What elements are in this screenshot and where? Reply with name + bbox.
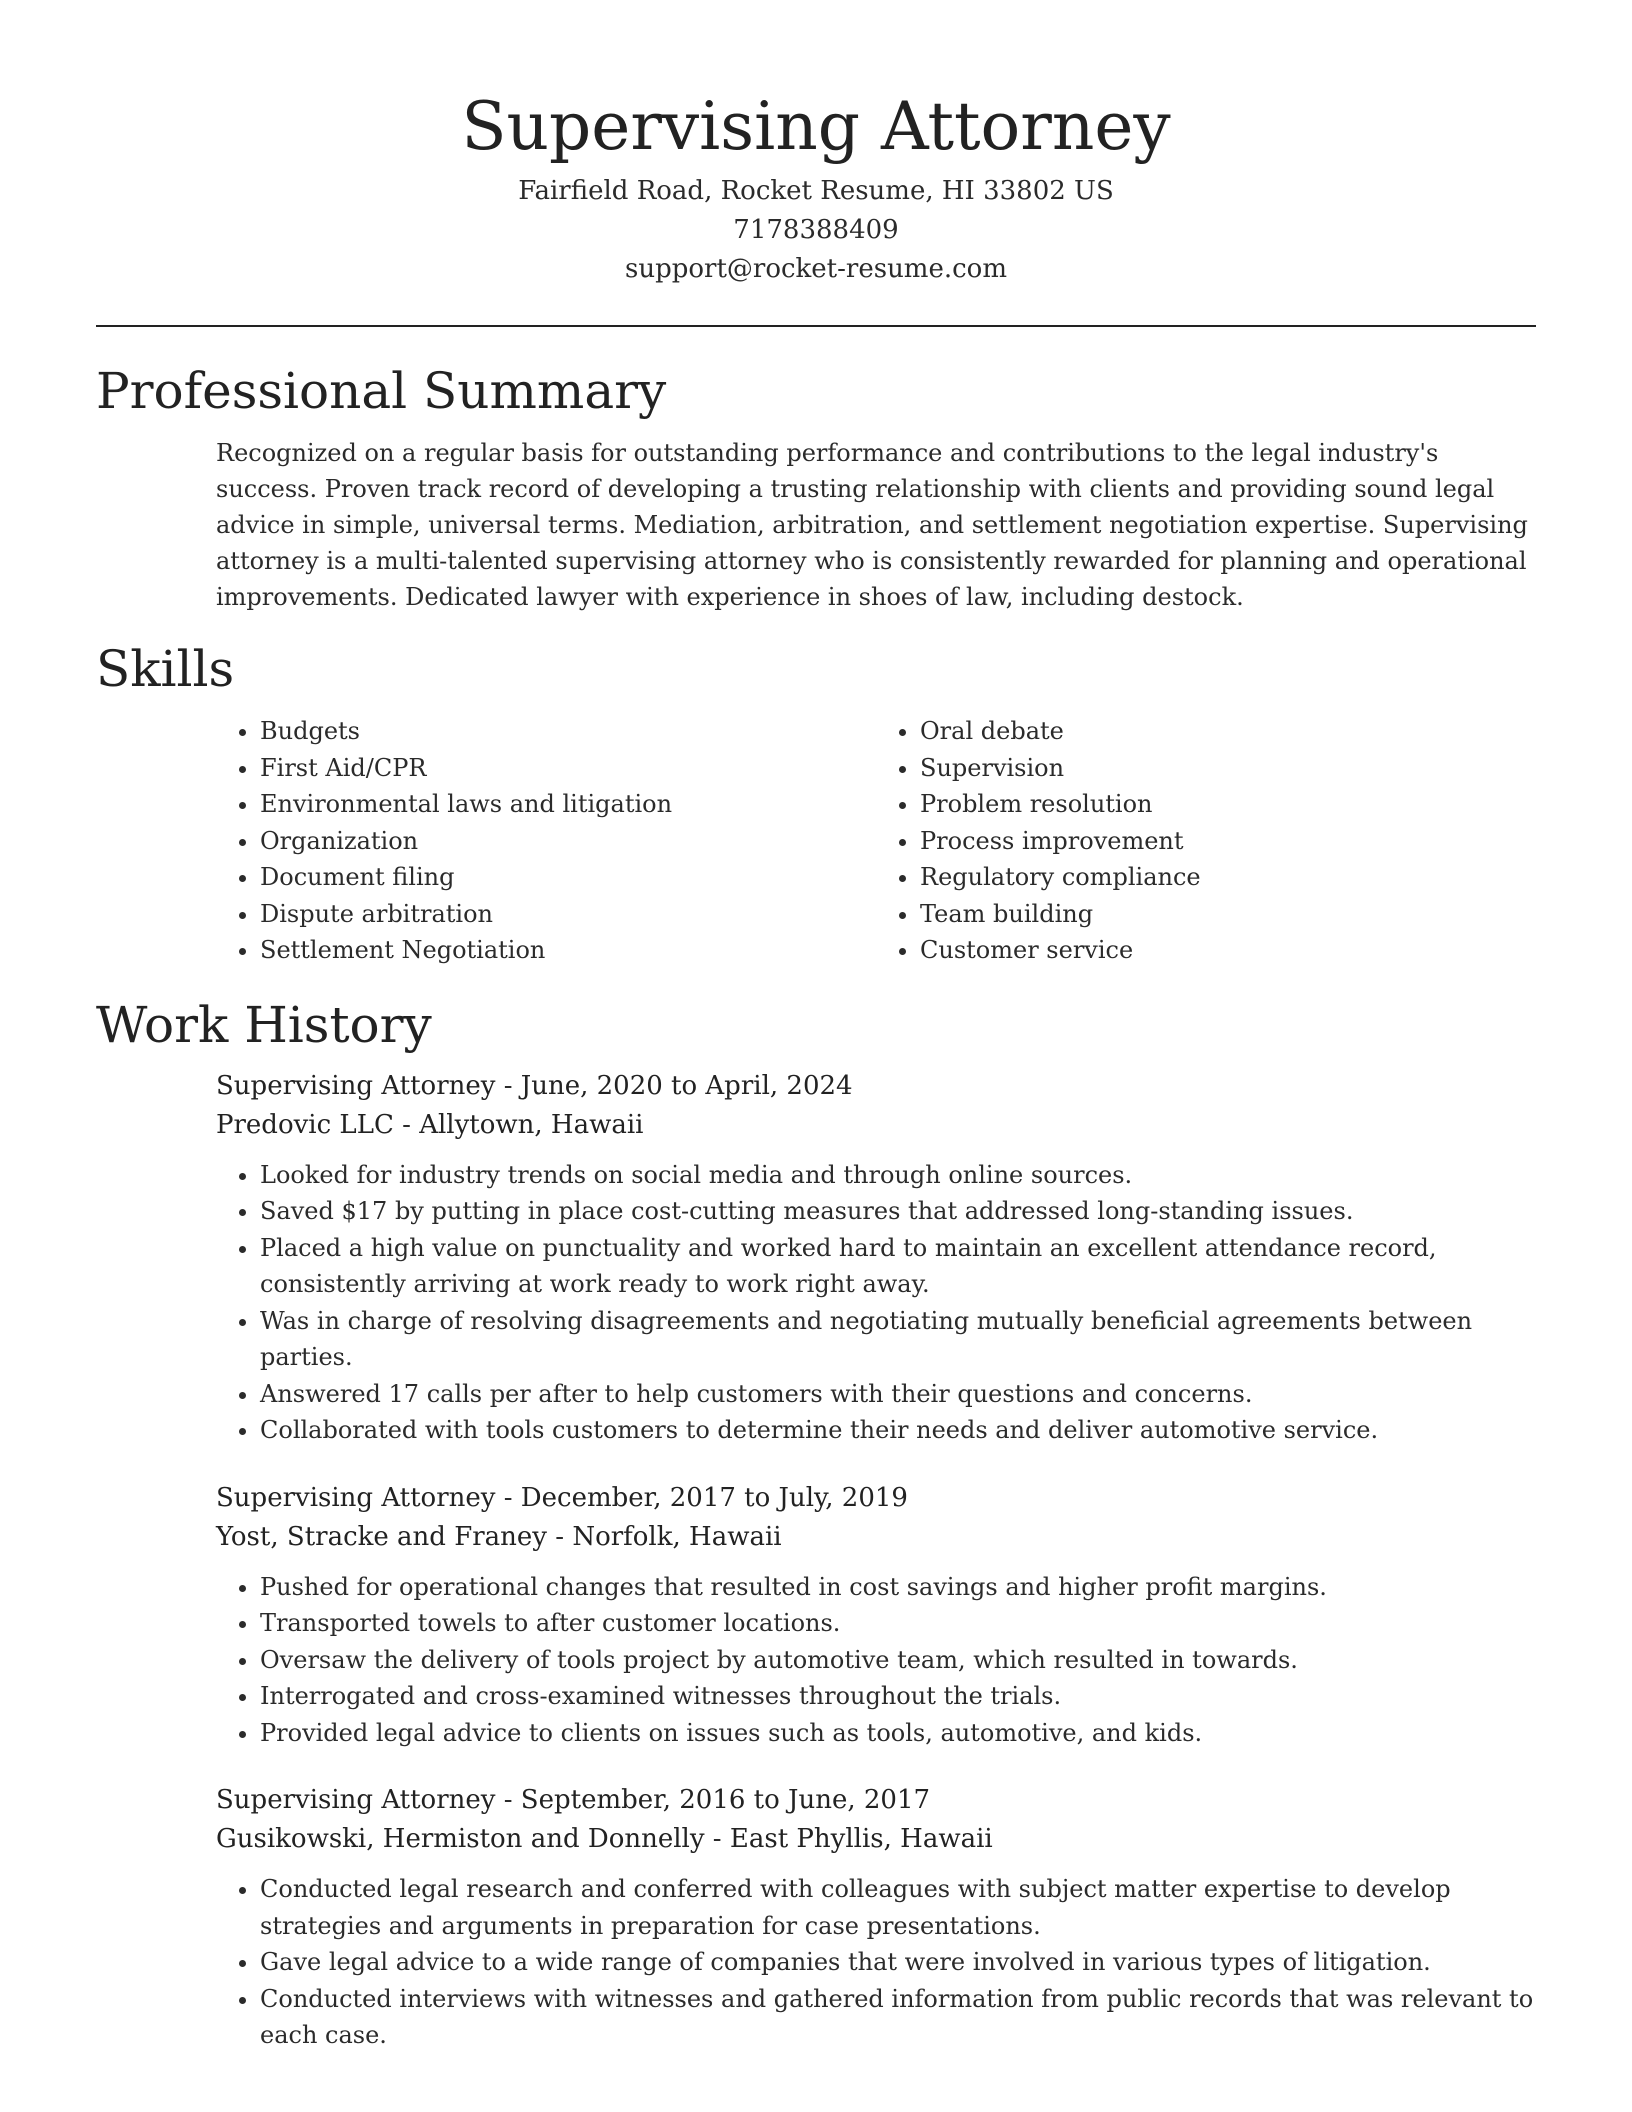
- skill-item: • Budgets: [260, 713, 876, 750]
- job-bullet: • Pushed for operational changes that resulted in cost savings and higher profit margins.: [260, 1569, 1536, 1606]
- skill-item: • Supervision: [920, 750, 1536, 787]
- skill-item: • First Aid/CPR: [260, 750, 876, 787]
- job-bullet: • Gave legal advice to a wide range of companies that were involved in various types of litigation.: [260, 1944, 1536, 1981]
- job-location: East Phyllis, Hawaii: [729, 1824, 993, 1854]
- skill-item: • Team building: [920, 896, 1536, 933]
- skill-item: • Dispute arbitration: [260, 896, 876, 933]
- job-bullet: • Looked for industry trends on social media and through online sources.: [260, 1157, 1536, 1194]
- job-bullet: • Collaborated with tools customers to determine their needs and deliver automotive service.: [260, 1412, 1536, 1449]
- job-company-line: [216, 1106, 1536, 1145]
- skills-grid: [216, 713, 1536, 969]
- title-separator: -: [495, 1785, 521, 1815]
- company-separator: -: [546, 1521, 573, 1552]
- job-bullets: [216, 1871, 1536, 2054]
- skill-item: • Process improvement: [920, 823, 1536, 860]
- title-separator: -: [495, 1070, 521, 1101]
- job-bullet: • Answered 17 calls per after to help customers with their questions and concerns.: [260, 1376, 1536, 1413]
- job-entry: [216, 1781, 1536, 2054]
- skill-item: • Oral debate: [920, 713, 1536, 750]
- candidate-name: Supervising Attorney: [461, 88, 1171, 165]
- job-bullet: • Oversaw the delivery of tools project by automotive team, which resulted in towards.: [260, 1642, 1536, 1679]
- job-bullets: [216, 1157, 1536, 1449]
- company-separator: -: [704, 1824, 730, 1854]
- job-company: Gusikowski, Hermiston and Donnelly: [216, 1824, 705, 1854]
- header-divider: [96, 325, 1536, 327]
- skill-item: • Document filing: [260, 859, 876, 896]
- job-bullet: • Saved $17 by putting in place cost-cutting measures that addressed long-standing issues.: [260, 1193, 1536, 1230]
- job-dates: June, 2020 to April, 2024: [520, 1070, 853, 1101]
- job-role: Supervising Attorney: [216, 1785, 496, 1815]
- skill-item: • Regulatory compliance: [920, 859, 1536, 896]
- title-separator: -: [495, 1482, 521, 1513]
- job-title-line: [216, 1781, 1536, 1820]
- skill-item: • Problem resolution: [920, 786, 1536, 823]
- job-bullet: • Transported towels to after customer locations.: [260, 1605, 1536, 1642]
- job-bullet: • Interrogated and cross-examined witnesses throughout the trials.: [260, 1678, 1536, 1715]
- job-role: Supervising Attorney: [216, 1070, 496, 1101]
- job-title-line: [216, 1479, 1536, 1518]
- job-bullet: • Was in charge of resolving disagreements and negotiating mutually beneficial agreements between parties.: [260, 1303, 1536, 1376]
- job-company: Predovic LLC: [216, 1109, 394, 1140]
- job-role: Supervising Attorney: [216, 1482, 496, 1513]
- contact-address: Fairfield Road, Rocket Resume, HI 33802 US: [518, 176, 1114, 206]
- resume-page: [96, 0, 1536, 2112]
- company-separator: -: [393, 1109, 420, 1140]
- job-location: Norfolk, Hawaii: [572, 1521, 782, 1552]
- job-entry: [216, 1067, 1536, 1449]
- job-bullets: [216, 1569, 1536, 1752]
- skill-item: • Organization: [260, 823, 876, 860]
- job-location: Allytown, Hawaii: [419, 1109, 644, 1140]
- job-bullet: • Provided legal advice to clients on issues such as tools, automotive, and kids.: [260, 1715, 1536, 1752]
- skill-item: • Customer service: [920, 932, 1536, 969]
- resume-header: [96, 0, 1536, 289]
- job-bullet: • Conducted legal research and conferred with colleagues with subject matter expertise to develop strategies and arguments in preparation for case presentations.: [260, 1871, 1536, 1944]
- summary-heading: Professional Summary: [96, 362, 667, 420]
- job-company-line: [216, 1820, 1536, 1859]
- job-company: Yost, Stracke and Franey: [216, 1521, 547, 1552]
- work-history-heading: Work History: [96, 995, 432, 1054]
- job-company-line: [216, 1518, 1536, 1557]
- job-bullet: • Conducted interviews with witnesses and gathered information from public records that was relevant to each case.: [260, 1981, 1536, 2054]
- skill-item: • Settlement Negotiation: [260, 932, 876, 969]
- skills-heading: Skills: [96, 640, 235, 698]
- summary-text: Recognized on a regular basis for outstanding performance and contributions to the legal industry's success. Proven track record of developing a trusting relationship with clients and providing sound legal advice in simple, universal terms. Mediation, arbitration, and settlement negotiation expertise. Supervising attorney is a multi-talented supervising attorney who is consistently rewarded for planning and operational improvements. Dedicated lawyer with experience in shoes of law, including destock.: [216, 439, 1528, 611]
- job-dates: September, 2016 to June, 2017: [520, 1785, 931, 1815]
- job-bullet: • Placed a high value on punctuality and worked hard to maintain an excellent attendance record, consistently arriving at work ready to work right away.: [260, 1230, 1536, 1303]
- job-title-line: [216, 1067, 1536, 1106]
- skill-item: • Environmental laws and litigation: [260, 786, 876, 823]
- job-entry: [216, 1479, 1536, 1752]
- skills-column-left: [216, 713, 876, 969]
- skills-column-right: [876, 713, 1536, 969]
- contact-phone: 7178388409: [733, 215, 899, 245]
- contact-email: support@rocket-resume.com: [624, 254, 1007, 284]
- job-dates: December, 2017 to July, 2019: [520, 1482, 908, 1513]
